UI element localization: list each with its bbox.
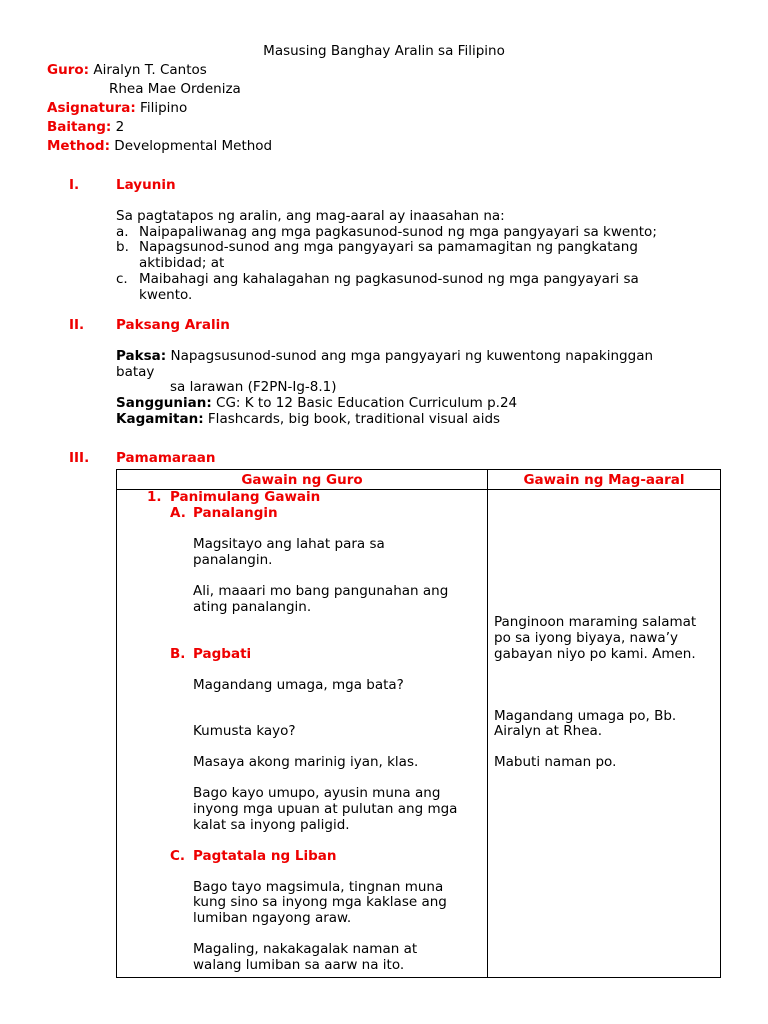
mag-aaral-cell <box>488 490 721 978</box>
layunin-intro: Sa pagtatapos ng aralin, ang mag-aaral ay inaasahan na: <box>116 208 505 224</box>
method-value: Developmental Method <box>114 138 273 154</box>
a-text1-line1: Magsitayo ang lahat para sa <box>193 536 385 552</box>
a-text2-line1: Ali, maaari mo bang pangunahan ang <box>193 583 449 599</box>
layunin-item-a: Naipapaliwanag ang mga pagkasunod-sunod ng mga pangyayari sa kwento; <box>139 224 657 240</box>
paksa-row <box>116 348 653 364</box>
s-text3: Mabuti naman po. <box>494 754 617 770</box>
b-text2: Kumusta kayo? <box>193 723 296 739</box>
guro-name-1: Airalyn T. Cantos <box>93 62 207 78</box>
asignatura-value: Filipino <box>140 100 188 116</box>
c-text1-line1: Bago tayo magsimula, tingnan muna <box>193 879 444 895</box>
b-text4-line3: kalat sa inyong paligid. <box>193 817 350 833</box>
section-b-letter: B. <box>170 646 186 662</box>
kagamitan-row <box>116 411 500 427</box>
layunin-number: I. <box>69 177 80 193</box>
b-text3: Masaya akong marinig iyan, klas. <box>193 754 419 770</box>
layunin-marker-b: b. <box>116 239 129 255</box>
asignatura-row <box>47 100 187 116</box>
baitang-value: 2 <box>115 119 125 135</box>
pamamaraan-heading: Pamamaraan <box>116 450 216 466</box>
method-row <box>47 138 272 154</box>
guro-name-2: Rhea Mae Ordeniza <box>109 81 241 97</box>
paksa-line2: batay <box>116 364 155 380</box>
layunin-item-b-line1: Napagsunod-sunod ang mga pangyayari sa pamamagitan ng pangkatang <box>139 239 638 255</box>
section-b-title: Pagbati <box>193 646 252 662</box>
c-text1-line2: kung sino sa inyong mga kaklase ang <box>193 894 447 910</box>
paksang-aralin-number: II. <box>69 317 85 333</box>
paksang-aralin-heading: Paksang Aralin <box>116 317 230 333</box>
sanggunian-label: Sanggunian: <box>116 395 212 411</box>
kagamitan-value: Flashcards, big book, traditional visual aids <box>207 411 501 427</box>
sanggunian-row <box>116 395 517 411</box>
c-text2-line1: Magaling, nakakagalak naman at <box>193 941 418 957</box>
s-text2-line1: Magandang umaga po, Bb. <box>494 708 677 724</box>
b-text4-line1: Bago kayo umupo, ayusin muna ang <box>193 785 441 801</box>
b-text1: Magandang umaga, mga bata? <box>193 677 404 693</box>
section-a-letter: A. <box>170 505 186 521</box>
method-label: Method: <box>47 138 110 154</box>
baitang-row <box>47 119 124 135</box>
guro-cell <box>117 490 488 978</box>
a-text2-line2: ating panalangin. <box>193 599 312 615</box>
s-text1-line3: gabayan niyo po kami. Amen. <box>494 646 696 662</box>
layunin-marker-a: a. <box>116 224 129 240</box>
c-text1-line3: lumiban ngayong araw. <box>193 910 352 926</box>
pamamaraan-table <box>116 469 721 978</box>
document-title: Masusing Banghay Aralin sa Filipino <box>263 43 505 59</box>
paksa-label: Paksa: <box>116 348 167 364</box>
baitang-label: Baitang: <box>47 119 112 135</box>
guro-label: Guro: <box>47 62 90 78</box>
layunin-item-c-line1: Maibahagi ang kahalagahan ng pagkasunod-sunod ng mga pangyayari sa <box>139 271 639 287</box>
guro-row <box>47 62 207 78</box>
step-title: Panimulang Gawain <box>170 489 321 505</box>
table-row <box>117 490 721 978</box>
header-gawain-mag-aaral: Gawain ng Mag-aaral <box>488 470 721 490</box>
section-c-title: Pagtatala ng Liban <box>193 848 337 864</box>
paksa-line3: sa larawan (F2PN-Ig-8.1) <box>170 379 337 395</box>
layunin-item-c-line2: kwento. <box>139 287 193 303</box>
layunin-marker-c: c. <box>116 271 128 287</box>
layunin-heading: Layunin <box>116 177 176 193</box>
s-text2-line2: Airalyn at Rhea. <box>494 723 603 739</box>
asignatura-label: Asignatura: <box>47 100 136 116</box>
b-text4-line2: inyong mga upuan at pulutan ang mga <box>193 801 458 817</box>
s-text1-line1: Panginoon maraming salamat <box>494 614 697 630</box>
section-c-letter: C. <box>170 848 186 864</box>
pamamaraan-number: III. <box>69 450 90 466</box>
section-a-title: Panalangin <box>193 505 278 521</box>
paksa-line1: Napagsusunod-sunod ang mga pangyayari ng kuwentong napakinggan <box>170 348 654 364</box>
kagamitan-label: Kagamitan: <box>116 411 204 427</box>
sanggunian-value: CG: K to 12 Basic Education Curriculum p.24 <box>216 395 518 411</box>
step-number: 1. <box>147 489 162 505</box>
c-text2-line2: walang lumiban sa aarw na ito. <box>193 957 405 973</box>
layunin-item-b-line2: aktibidad; at <box>139 255 225 271</box>
s-text1-line2: po sa iyong biyaya, nawa’y <box>494 630 678 646</box>
a-text1-line2: panalangin. <box>193 552 273 568</box>
table-header-row <box>117 470 721 490</box>
header-gawain-guro: Gawain ng Guro <box>117 470 488 490</box>
